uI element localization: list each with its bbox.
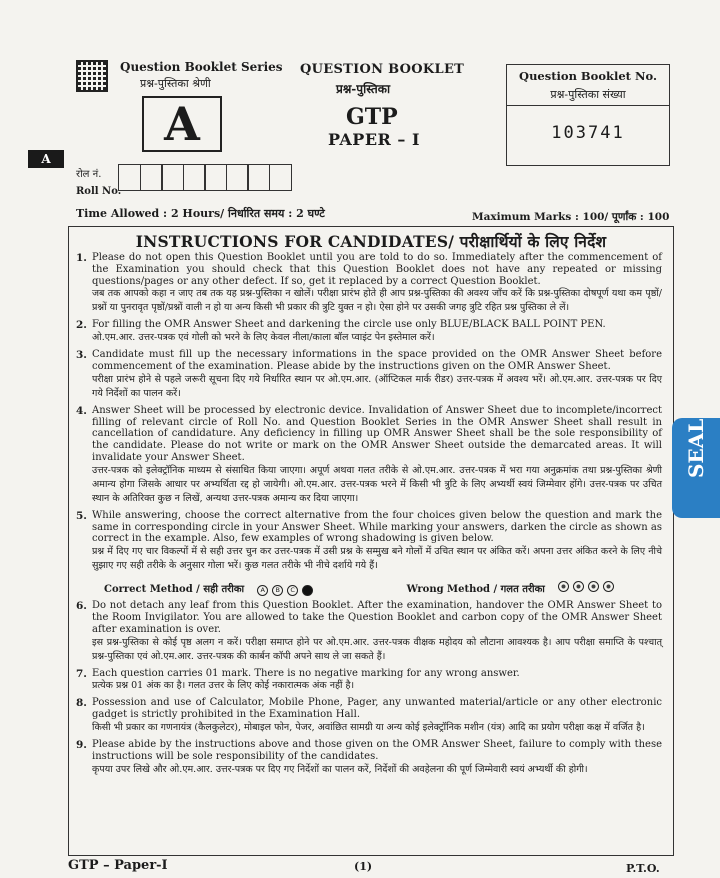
qr-code-icon bbox=[76, 60, 108, 92]
instruction-item: 4. Answer Sheet will be processed by electronic device. Invalidation of Answer Sheet due to incomplete/incorrect filling of relevant circle of Roll No. and Question Booklet Series in the OMR Answer Sheet shall result in cancellation of candidature. Any deficiency in filling up OMR Answer Sheet shall be the sole responsibility of the candidate. Please do not write or mark on the OMR Answer Sheet outside the demarcated areas. It will invalidate your Answer Sheet. उत्तर-पत्रक को इलेक्ट्रॉनिक माध्यम से संसाधित किया जाएगा। अपूर्ण अथवा गलत तरीके से ओ.एम.आर. उत्तर-पत्रक में भरा गया अनुक्रमांक तथा प्रश्न-पुस्तिका श्रेणी अमान्य होगा जिसके आधार पर अभ्यर्थिता रद्द हो जायेगी। ओ.एम.आर. उत्तर-पत्रक भरने में किसी भी त्रुटि के लिए अभ्यर्थी स्वयं जिम्मेवार होंगे। उत्तर-पत्रक पर उचित स्थान के अतिरिक्त कुछ न लिखें, अन्यथा उत्तर-पत्रक अमान्य कर दिया जाएगा। bbox=[76, 404, 662, 504]
series-label-hi: प्रश्न-पुस्तिका श्रेणी bbox=[140, 77, 211, 90]
instruction-item: 3. Candidate must fill up the necessary informations in the space provided on the OMR Answer Sheet before commencement of the examination. Please abide by the instructions given on the OMR Answer Sheet. परीक्षा प्रारंभ होने से पहले जरूरी सूचना दिए गये निर्धारित स्थान पर ओ.एम.आर. (ऑप्टिकल मार्क रीडर) उत्तर-पत्रक में अवश्य भरें। ओ.एम.आर. उत्तर-पत्रक पर दिए गये निर्देशों का पालन करें। bbox=[76, 349, 662, 399]
instruction-text-en: Do not detach any leaf from this Question Booklet. After the examination, handover the OMR Answer Sheet to the Room Invigilator. You are allowed to take the Question Booklet and carbon copy of the OMR Answer Sheet after examination is over. bbox=[92, 600, 662, 635]
instruction-text-en: Please do not open this Question Booklet until you are told to do so. Immediately after the commencement of the Examination you should check that this Question Booklet does not have any repeated or missing questions/pages or any other defect. If so, get it replaced by a correct Question Booklet. bbox=[92, 252, 662, 287]
footer-page-number: (1) bbox=[354, 860, 373, 873]
roll-label-en: Roll No. bbox=[76, 186, 122, 197]
marking-methods bbox=[104, 577, 614, 596]
maximum-marks: Maximum Marks : 100/ पूर्णांक : 100 bbox=[472, 211, 670, 223]
series-letter-box: A bbox=[142, 96, 222, 152]
instruction-item: 7. Each question carries 01 mark. There is no negative marking for any wrong answer. प्रत्येक प्रश्न 01 अंक का है। गलत उत्तर के लिए कोई नकारात्मक अंक नहीं है। bbox=[76, 668, 662, 694]
roll-box[interactable] bbox=[269, 164, 292, 191]
series-label-en: Question Booklet Series bbox=[120, 60, 283, 74]
instruction-text-hi: कृपया उपर लिखे और ओ.एम.आर. उत्तर-पत्रक पर दिए गए निर्देशों का पालन करें, निर्देशों की अवहेलना की पूर्ण जिम्मेवारी स्वयं अभ्यर्थी की होगी। bbox=[92, 763, 588, 775]
seal-label: SEAL bbox=[684, 418, 708, 478]
wrong-dot-circle-icon bbox=[588, 581, 599, 592]
instruction-item: 1. Please do not open this Question Booklet until you are told to do so. Immediately after the commencement of the Examination you should check that this Question Booklet does not have any repeated or missing questions/pages or any other defect. If so, get it replaced by a correct Question Booklet. जब तक आपको कहा न जाए तब तक यह प्रश्न-पुस्तिका न खोलें। परीक्षा प्रारंभ होते ही आप प्रश्न-पुस्तिका की अवश्य जाँच करें कि प्रश्न-पुस्तिका दोषपूर्ण यथा कम पृष्ठों/प्रश्नों या पुनरावृत पृष्ठों/प्रश्नों वाली न हो या अन्य किसी भी प्रकार की त्रुटि युक्त न हो। ऐसा होने पर उसकी जगह त्रुटि रहित प्रश्न पुस्तिका ले लें। bbox=[76, 252, 662, 314]
footer-pto: P.T.O. bbox=[626, 862, 660, 875]
roll-box[interactable] bbox=[118, 164, 141, 191]
instructions-heading: INSTRUCTIONS FOR CANDIDATES/ परीक्षार्थियों के लिए निर्देश bbox=[135, 232, 607, 251]
circle-c-icon: C bbox=[287, 585, 298, 596]
roll-box[interactable] bbox=[140, 164, 163, 191]
wrong-method-label: Wrong Method / गलत तरीका bbox=[406, 584, 545, 596]
instruction-item: 9. Please abide by the instructions above and those given on the OMR Answer Sheet, failure to comply with these instructions will be sole responsibility of the candidates. कृपया उपर लिखे और ओ.एम.आर. उत्तर-पत्रक पर दिए गए निर्देशों का पालन करें, निर्देशों की अवहेलना की पूर्ण जिम्मेवारी स्वयं अभ्यर्थी की होगी। bbox=[76, 738, 662, 775]
paper-title: PAPER – I bbox=[328, 130, 420, 149]
instruction-text-en: Please abide by the instructions above and those given on the OMR Answer Sheet, failure to comply with these instructions will be sole responsibility of the candidates. bbox=[92, 738, 662, 762]
instruction-text-hi: परीक्षा प्रारंभ होने से पहले जरूरी सूचना दिए गये निर्धारित स्थान पर ओ.एम.आर. (ऑप्टिकल मार्क रीडर) उत्तर-पत्रक में अवश्य भरें। ओ.एम.आर. उत्तर-पत्रक पर दिए गये निर्देशों का पालन करें। bbox=[92, 373, 662, 399]
instruction-text-en: Each question carries 01 mark. There is no negative marking for any wrong answer. bbox=[92, 667, 520, 679]
instruction-text-hi: किसी भी प्रकार का गणनायंत्र (कैलकुलेटर), मोबाइल फोन, पेजर, अवांछित सामग्री या अन्य कोई इलेक्ट्रॉनिक मशीन (यंत्र) आदि का प्रयोग परीक्षा कक्ष में वर्जित है। bbox=[92, 721, 645, 733]
instruction-text-en: Answer Sheet will be processed by electronic device. Invalidation of Answer Sheet due to incomplete/incorrect filling of relevant circle of Roll No. and Question Booklet Series in the OMR Answer Sheet shall result in cancellation of candidature. Any deficiency in filling up OMR Answer Sheet shall be the sole responsibility of the candidate. Please do not write or mark on the OMR Answer Sheet outside the demarcated areas. It will invalidate your Answer Sheet. bbox=[92, 404, 662, 463]
exam-code: GTP bbox=[346, 104, 398, 130]
wrong-tick-circle-icon bbox=[558, 581, 569, 592]
instruction-text-hi: ओ.एम.आर. उत्तर-पत्रक एवं गोली को भरने के लिए केवल नीला/काला बॉल प्वाइंट पेन इस्तेमाल करें। bbox=[92, 332, 435, 344]
wrong-cross-circle-icon bbox=[573, 581, 584, 592]
time-allowed: Time Allowed : 2 Hours/ निर्धारित समय : 2 घण्टे bbox=[76, 207, 325, 220]
instruction-text-en: While answering, choose the correct alternative from the four choices given below the question and mark the same in corresponding circle in your Answer Sheet. While marking your answers, darken the circle as shown as correct in the example. Also, few examples of wrong shadowing is given below. bbox=[92, 509, 662, 545]
roll-box[interactable] bbox=[226, 164, 249, 191]
booklet-title-hi: प्रश्न-पुस्तिका bbox=[336, 82, 391, 96]
divider bbox=[507, 105, 669, 106]
instruction-item: 2. For filling the OMR Answer Sheet and darkening the circle use only BLUE/BLACK BALL POINT PEN. ओ.एम.आर. उत्तर-पत्रक एवं गोली को भरने के लिए केवल नीला/काला बॉल प्वाइंट पेन इस्तेमाल करें। bbox=[76, 319, 662, 345]
seal-tab bbox=[672, 418, 720, 518]
instruction-text-en: Possession and use of Calculator, Mobile Phone, Pager, any unwanted material/article or any other electronic gadget is strictly prohibited in the Examination Hall. bbox=[92, 697, 662, 721]
instruction-text-hi: प्रश्न में दिए गए चार विकल्पों में से सही उत्तर चुन कर उत्तर-पत्रक में उसी प्रश्न के सम्मुख बने गोलों में उचित स्थान पर अंकित करें। अपना उत्तर अंकित करने के लिए नीचे सुझाए गए सही तरीके के अनुसार गोला भरें। कुछ गलत तरीके भी नीचे दर्शाये गये हैं। bbox=[92, 546, 662, 572]
instruction-text-hi: इस प्रश्न-पुस्तिका से कोई पृष्ठ अलग न करें। परीक्षा समाप्त होने पर ओ.एम.आर. उत्तर-पत्रक वीक्षक महोदय को लौटाना आवश्यक है। आप परीक्षा समाप्ति के पश्चात् प्रश्न-पुस्तिका एवं ओ.एम.आर. उत्तर-पत्रक की कार्बन कॉपी अपने साथ ले जा सकते हैं। bbox=[92, 636, 662, 662]
instruction-item: 5. While answering, choose the correct alternative from the four choices given below the question and mark the same in corresponding circle in your Answer Sheet. While marking your answers, darken the circle as shown as correct in the example. Also, few examples of wrong shadowing is given below. प्रश्न में दिए गए चार विकल्पों में से सही उत्तर चुन कर उत्तर-पत्रक में उसी प्रश्न के सम्मुख बने गोलों में उचित स्थान पर अंकित करें। अपना उत्तर अंकित करने के लिए नीचे सुझाए गए सही तरीके के अनुसार गोला भरें। कुछ गलत तरीके भी नीचे दर्शाये गये हैं। bbox=[76, 509, 662, 572]
roll-box[interactable] bbox=[161, 164, 184, 191]
instruction-item: 6. Do not detach any leaf from this Question Booklet. After the examination, handover the OMR Answer Sheet to the Room Invigilator. You are allowed to take the Question Booklet and carbon copy of the OMR Answer Sheet after examination is over. इस प्रश्न-पुस्तिका से कोई पृष्ठ अलग न करें। परीक्षा समाप्त होने पर ओ.एम.आर. उत्तर-पत्रक वीक्षक महोदय को लौटाना आवश्यक है। आप परीक्षा समाप्ति के पश्चात् प्रश्न-पुस्तिका एवं ओ.एम.आर. उत्तर-पत्रक की कार्बन कॉपी अपने साथ ले जा सकते हैं। bbox=[76, 600, 662, 662]
instruction-text-hi: प्रत्येक प्रश्न 01 अंक का है। गलत उत्तर के लिए कोई नकारात्मक अंक नहीं है। bbox=[92, 680, 355, 692]
instruction-text-hi: उत्तर-पत्रक को इलेक्ट्रॉनिक माध्यम से संसाधित किया जाएगा। अपूर्ण अथवा गलत तरीके से ओ.एम.आर. उत्तर-पत्रक में भरा गया अनुक्रमांक तथा प्रश्न-पुस्तिका श्रेणी अमान्य होगा जिसके आधार पर अभ्यर्थिता रद्द हो जायेगी। ओ.एम.आर. उत्तर-पत्रक भरने में किसी भी त्रुटि के लिए अभ्यर्थी स्वयं जिम्मेवार होंगे। उत्तर-पत्रक पर उचित स्थान के अतिरिक्त कुछ न लिखें, अन्यथा उत्तर-पत्रक अमान्य कर दिया जाएगा। bbox=[92, 464, 662, 504]
footer-paper-label: GTP – Paper-I bbox=[68, 858, 168, 873]
instruction-text-hi: जब तक आपको कहा न जाए तब तक यह प्रश्न-पुस्तिका न खोलें। परीक्षा प्रारंभ होते ही आप प्रश्न-पुस्तिका की अवश्य जाँच करें कि प्रश्न-पुस्तिका दोषपूर्ण यथा कम पृष्ठों/प्रश्नों या पुनरावृत पृष्ठों/प्रश्नों वाली न हो या अन्य किसी भी प्रकार की त्रुटि युक्त न हो। ऐसा होने पर उसकी जगह त्रुटि रहित प्रश्न पुस्तिका ले लें। bbox=[92, 288, 662, 314]
booklet-number-box bbox=[506, 64, 670, 166]
booklet-title-en: QUESTION BOOKLET bbox=[300, 62, 465, 77]
filled-circle-icon bbox=[302, 585, 313, 596]
instruction-text-en: For filling the OMR Answer Sheet and darkening the circle use only BLUE/BLACK BALL POINT PEN. bbox=[92, 319, 606, 331]
roll-label-hi: रोल नं. bbox=[76, 169, 102, 180]
booklet-number-label-hi: प्रश्न-पुस्तिका संख्या bbox=[550, 88, 626, 101]
circle-a-icon: A bbox=[257, 585, 268, 596]
instruction-text-en: Candidate must fill up the necessary informations in the space provided on the OMR Answer Sheet before commencement of the examination. Please abide by the instructions given on the OMR Answer Sheet. bbox=[92, 349, 662, 372]
roll-box[interactable] bbox=[204, 164, 227, 191]
roll-box[interactable] bbox=[247, 164, 270, 191]
circle-b-icon: B bbox=[272, 585, 283, 596]
series-side-tag: A bbox=[28, 150, 64, 168]
booklet-number-value: 103741 bbox=[551, 123, 625, 143]
wrong-partial-circle-icon bbox=[603, 581, 614, 592]
roll-box[interactable] bbox=[183, 164, 206, 191]
booklet-number-label-en: Question Booklet No. bbox=[519, 69, 657, 83]
instruction-item: 8. Possession and use of Calculator, Mobile Phone, Pager, any unwanted material/article or any other electronic gadget is strictly prohibited in the Examination Hall. किसी भी प्रकार का गणनायंत्र (कैलकुलेटर), मोबाइल फोन, पेजर, अवांछित सामग्री या अन्य कोई इलेक्ट्रॉनिक मशीन (यंत्र) आदि का प्रयोग परीक्षा कक्ष में वर्जित है। bbox=[76, 697, 662, 733]
roll-number-boxes[interactable] bbox=[118, 164, 290, 191]
instructions-list bbox=[76, 252, 662, 781]
correct-method-label: Correct Method / सही तरीका bbox=[104, 584, 245, 596]
